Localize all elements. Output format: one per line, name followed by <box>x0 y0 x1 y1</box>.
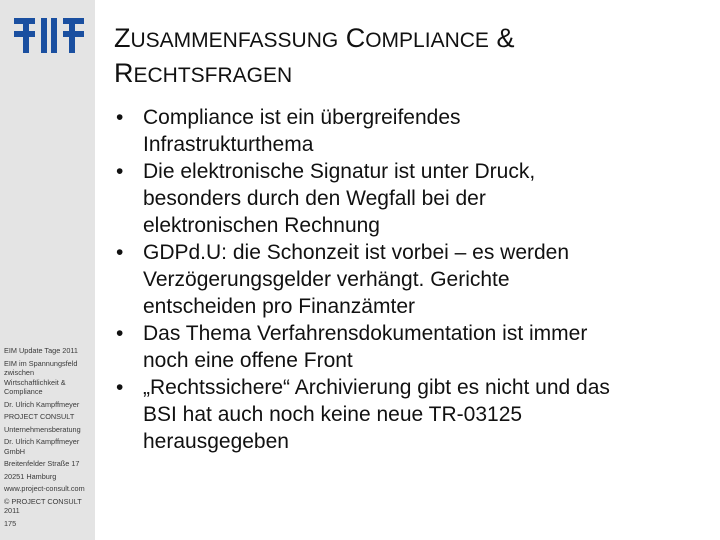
title-ampersand: & <box>496 23 515 53</box>
title-initial-z: Z <box>114 23 131 53</box>
sidebar-talk-title-2: zwischen <box>4 368 35 377</box>
bullet-text: elektronischen Rechnung <box>143 214 380 237</box>
bullet-list <box>110 104 710 455</box>
bullet-item <box>110 104 710 158</box>
sidebar-author: Dr. Ulrich Kampffmeyer <box>4 399 80 409</box>
bullet-text: noch eine offene Front <box>143 349 353 372</box>
title-word-zusammenfassung: USAMMENFASSUNG <box>130 29 339 52</box>
title-word-rechtsfragen: ECHTSFRAGEN <box>133 64 293 87</box>
bullet-item <box>110 320 710 374</box>
bullet-text: herausgegeben <box>143 430 289 453</box>
sidebar-company: PROJECT CONSULT <box>4 412 75 421</box>
bullet-item <box>110 374 710 455</box>
sidebar-event-title: EIM Update Tage 2011 <box>4 346 78 355</box>
bullet-text: entscheiden pro Finanzämter <box>143 295 415 318</box>
bullet-text: „Rechtssichere“ Archivierung gibt es nicht und das <box>143 376 610 399</box>
title-initial-c: C <box>345 23 366 53</box>
bullet-item <box>110 158 710 239</box>
page-title <box>114 22 514 92</box>
bullet-dot: • <box>116 106 124 129</box>
sidebar-street: Breitenfelder Straße 17 <box>4 459 80 468</box>
sidebar-company-form: GmbH <box>4 446 26 456</box>
bullet-text: besonders durch den Wegfall bei der <box>143 187 486 210</box>
bullet-text: Infrastrukturthema <box>143 133 314 156</box>
bullet-text: BSI hat auch noch keine neue TR-03125 <box>143 403 523 426</box>
bullet-text: GDPd.U: die Schonzeit ist vorbei – es werden <box>143 241 570 264</box>
sidebar-website: www.project-consult.com <box>4 484 85 493</box>
sidebar-talk-title-3: Wirtschaftlichkeit & <box>4 377 66 387</box>
title-word-compliance: OMPLIANCE <box>365 29 489 52</box>
bullet-dot: • <box>116 376 124 399</box>
bullet-dot: • <box>116 322 124 345</box>
page-title-line-2 <box>114 57 514 92</box>
bullet-text: Compliance ist ein übergreifendes <box>143 106 461 129</box>
sidebar-talk-title: EIM im Spannungsfeld <box>4 358 78 368</box>
bullet-dot: • <box>116 160 124 183</box>
sidebar-year: 2011 <box>4 506 20 515</box>
sidebar-info <box>4 346 94 528</box>
page-number: 175 <box>4 518 17 528</box>
bullet-item <box>110 239 710 320</box>
sidebar-company-owner: Dr. Ulrich Kampffmeyer <box>4 437 80 446</box>
title-initial-r: R <box>114 58 134 88</box>
bullet-dot: • <box>116 241 124 264</box>
bullet-text: Das Thema Verfahrensdokumentation ist immer <box>143 322 588 345</box>
sidebar-company-type: Unternehmensberatung <box>4 424 81 434</box>
sidebar-city: 20251 Hamburg <box>4 471 57 481</box>
bullet-text: Die elektronische Signatur ist unter Druck, <box>143 160 536 183</box>
bullet-text: Verzögerungsgelder verhängt. Gerichte <box>143 268 510 291</box>
sidebar <box>0 0 95 540</box>
sidebar-copyright: © PROJECT CONSULT <box>4 496 82 506</box>
company-logo-icon <box>14 18 84 53</box>
page-title-line-1 <box>114 22 514 57</box>
sidebar-talk-title-4: Compliance <box>4 387 43 396</box>
